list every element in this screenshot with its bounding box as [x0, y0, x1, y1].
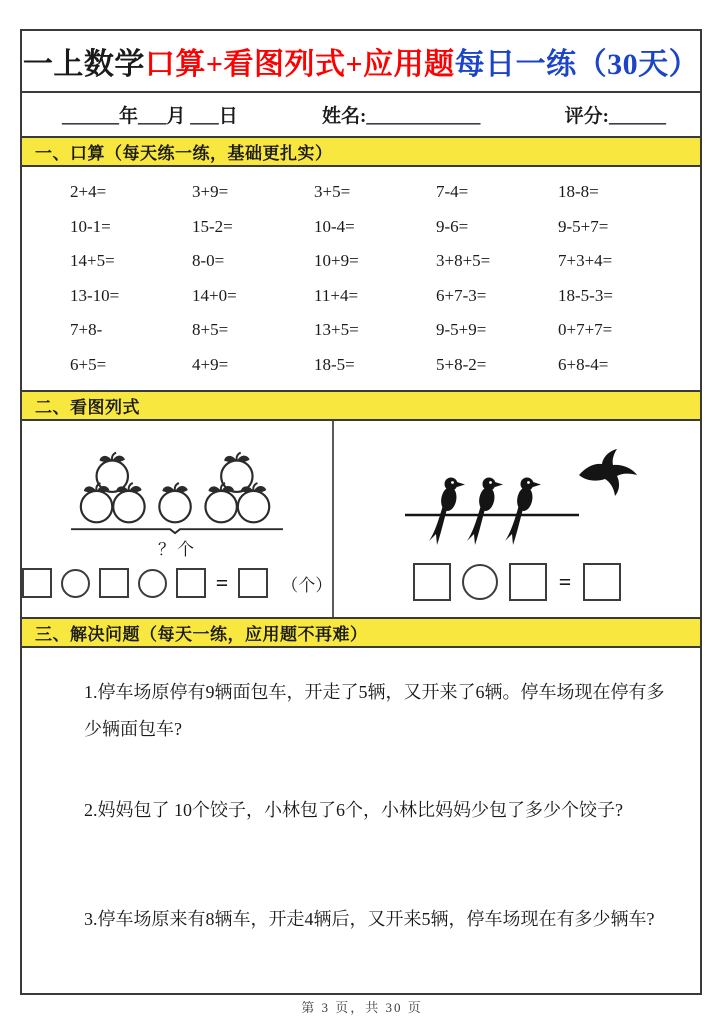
oral-problem: 11+4=: [314, 285, 359, 305]
oral-problem: 6+7-3=: [436, 285, 487, 305]
date-blank-line: ______年___月 ___日: [62, 106, 238, 127]
answer-box: [99, 568, 129, 598]
section-header-oral-math: 一、口算（每天练一练，基础更扎实）: [22, 136, 700, 167]
answer-box: [176, 568, 206, 598]
answer-box: [238, 568, 268, 598]
score-blank-line: ______: [608, 106, 666, 127]
answer-box: [583, 563, 621, 601]
oral-problem: 15-2=: [192, 216, 233, 236]
picture-problem-apples: [22, 421, 334, 617]
oral-problem: 14+5=: [70, 251, 115, 271]
oral-problem: 8+5=: [192, 320, 229, 340]
oral-problem: 9-5+9=: [436, 320, 487, 340]
equals-sign: =: [558, 569, 572, 594]
word-problem-3: 3.停车场原来有8辆车，开走4辆后，又开来5辆，停车场现在有多少辆车?: [84, 909, 655, 929]
oral-math-grid: [22, 167, 700, 390]
oral-problem: 8-0=: [192, 251, 225, 271]
operator-circle: [138, 569, 167, 598]
perched-swallow-icon: [505, 478, 541, 546]
equation-template-swallows: [413, 563, 622, 601]
name-label: 姓名:: [322, 106, 367, 127]
oral-problem: 7-4=: [436, 182, 469, 202]
picture-equation-row: [22, 421, 700, 617]
oral-problem: 13-10=: [70, 285, 120, 305]
score-label: 评分:: [564, 106, 609, 127]
oral-problem: 9-5+7=: [558, 216, 609, 236]
flying-swallow-icon: [579, 449, 637, 496]
word-problem-2: 2.妈妈包了 10个饺子，小林包了6个，小林比妈妈少包了多少个饺子?: [84, 800, 623, 820]
oral-problem: 2+4=: [70, 182, 107, 202]
operator-circle: [462, 564, 498, 600]
answer-box: [413, 563, 451, 601]
oral-problem: 10+9=: [314, 251, 359, 271]
oral-problem: 3+8+5=: [436, 251, 491, 271]
name-field: [322, 101, 480, 128]
operator-circle: [61, 569, 90, 598]
page-number-footer: 第 3 页，共 30 页: [301, 1000, 423, 1015]
oral-problem: 0+7+7=: [558, 320, 613, 340]
unit-label: （个）: [281, 575, 333, 595]
answer-box: [22, 568, 52, 598]
oral-problem: 10-4=: [314, 216, 355, 236]
swallows-illustration-icon: [367, 435, 667, 547]
oral-problem: 4+9=: [192, 354, 229, 374]
oral-problem: 18-8=: [558, 182, 599, 202]
oral-problem: 7+8-: [70, 320, 103, 340]
equals-sign: =: [215, 570, 229, 595]
section-header-word-problems: 三、解决问题（每天一练，应用题不再难）: [22, 617, 700, 648]
oral-problem: 6+8-4=: [558, 354, 609, 374]
info-row: [22, 93, 700, 136]
oral-problem: 3+5=: [314, 182, 351, 202]
oral-problem: 18-5=: [314, 354, 355, 374]
perched-swallow-icon: [429, 478, 465, 546]
word-problem-1: 1.停车场原停有9辆面包车，开走了5辆，又开来了6辆。停车场现在停有多少辆面包车?: [84, 682, 665, 739]
apples-illustration-icon: [59, 435, 295, 539]
name-blank-line: ____________: [366, 106, 481, 127]
oral-problem: 9-6=: [436, 216, 469, 236]
equation-template-apples: [22, 568, 333, 598]
word-problems-area: [22, 648, 700, 993]
oral-problem: 7+3+4=: [558, 251, 613, 271]
oral-problem: 13+5=: [314, 320, 359, 340]
oral-problem: 10-1=: [70, 216, 111, 236]
title-segment-black: 一上数学: [22, 48, 145, 81]
section-header-picture-equations: 二、看图列式: [22, 390, 700, 421]
oral-problem: 14+0=: [192, 285, 237, 305]
score-field: [565, 101, 666, 128]
oral-problem: 18-5-3=: [558, 285, 613, 305]
title-segment-blue: 每日一练（30天）: [454, 48, 700, 81]
oral-problem: 3+9=: [192, 182, 229, 202]
perched-swallow-icon: [467, 478, 503, 546]
title-segment-red: 口算+看图列式+应用题: [144, 48, 455, 81]
oral-problem: 5+8-2=: [436, 354, 487, 374]
oral-problem: 6+5=: [70, 354, 107, 374]
picture-problem-swallows: [334, 421, 700, 617]
brace-line: [71, 529, 283, 533]
answer-box: [509, 563, 547, 601]
brace-question-label: ？个: [158, 540, 196, 559]
worksheet-page-border: [20, 29, 702, 995]
page-title: [22, 31, 700, 93]
